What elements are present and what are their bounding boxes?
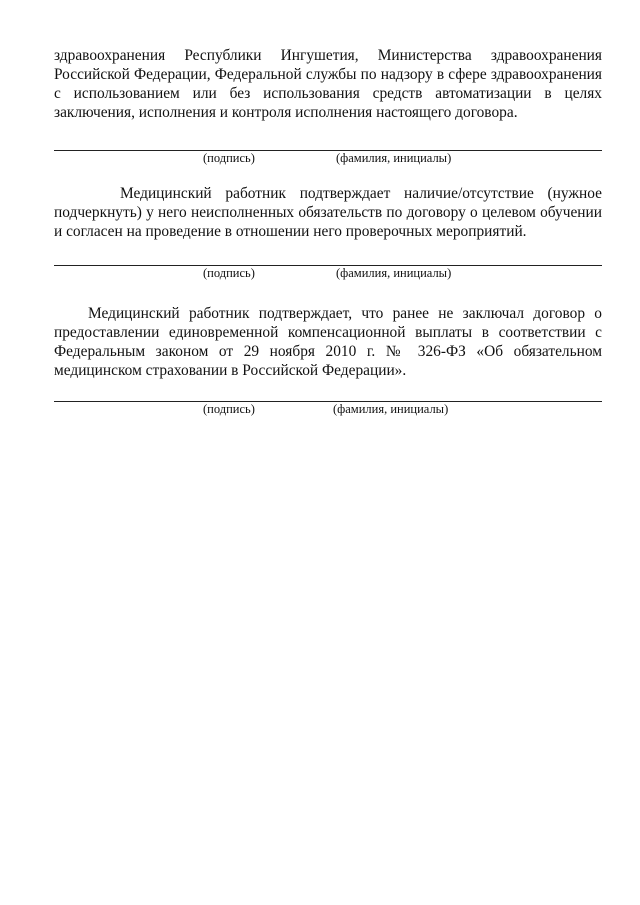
signature-caption-1: (подпись) bbox=[203, 151, 255, 165]
signature-caption-3: (подпись) bbox=[203, 402, 255, 416]
consent-paragraph-continuation: здравоохранения Республики Ингушетия, Министерства здравоохранения Российской Федерации, Федеральной службы по надзору в сфере здравоохранения с использованием или без использования средств автоматизации в целях заключения, исполнения и контроля исполнения настоящего договора. bbox=[54, 47, 602, 121]
name-caption-1: (фамилия, инициалы) bbox=[336, 151, 452, 165]
signature-caption-2: (подпись) bbox=[203, 266, 255, 280]
obligations-paragraph: Медицинский работник подтверждает наличие/отсутствие (нужное подчеркнуть) у него неисполненных обязательств по договору о целевом обучении и согласен на проведение в отношении него проверочных мероприятий. bbox=[54, 185, 602, 240]
name-caption-3: (фамилия, инициалы) bbox=[333, 402, 449, 416]
signature-line-3 bbox=[54, 401, 602, 402]
signature-line-1 bbox=[54, 150, 602, 151]
signature-line-2 bbox=[54, 265, 602, 266]
compensation-paragraph: Медицинский работник подтверждает, что ранее не заключал договор о предоставлении единовременной компенсационной выплаты в соответствии с Федеральным законом от 29 ноября 2010 г. № 326-ФЗ «Об обязательном медицинском страховании в Российской Федерации». bbox=[54, 305, 602, 379]
name-caption-2: (фамилия, инициалы) bbox=[336, 266, 452, 280]
